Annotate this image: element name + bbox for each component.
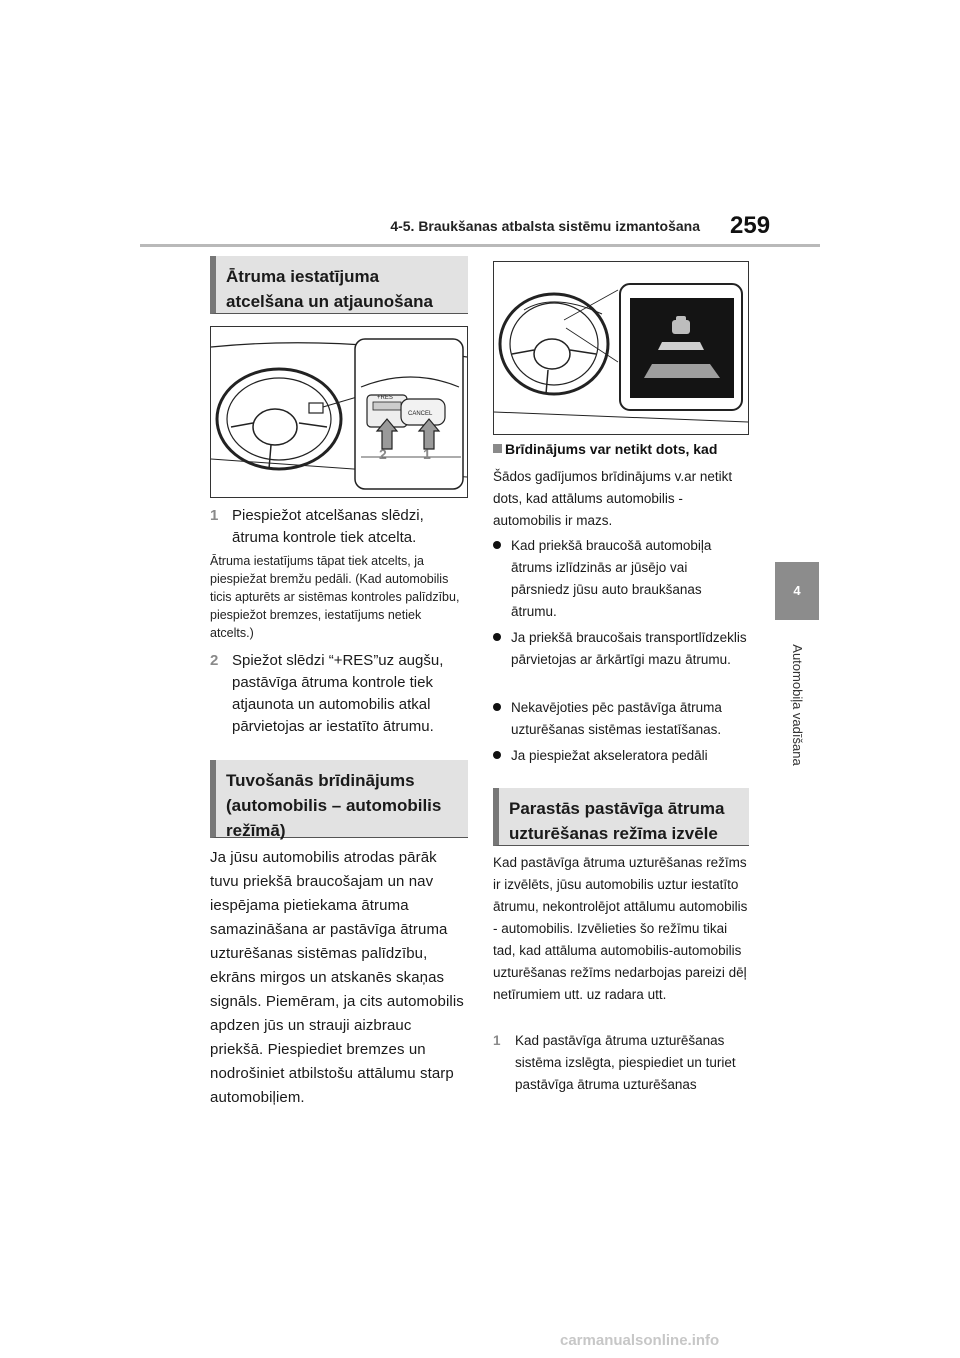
approach-warning-paragraph: Ja jūsu automobilis atrodas pārāk tuvu priekšā braucošajam un nav iespējama pietiekama ātruma samazināšana ar pastāvīga ātruma uzturēšanas sistēmas palīdzību, ekrāns mirgos un atskanēs skaņas signāls. Piemēram, ja cits automobilis apdzen jūs un strauji aizbrauc priekšā. Piespiediet bremzes un nodrošiniet atbilstošu attālumu starp automobiļiem. <box>210 849 464 1106</box>
header-rule <box>140 244 820 247</box>
step-text: Spiežot slēdzi “+RES”uz augšu, pastāvīga ātruma kontrole tiek atjaunota un automobilis atkal pārvietojas ar iestatīto ātrumu. <box>232 652 444 735</box>
step-number: 1 <box>493 1033 501 1048</box>
section-title-approach-warning: Tuvošanās brīdinājums (automobilis – automobilis režīmā) <box>210 760 468 838</box>
bullet-dot-icon <box>493 703 501 711</box>
chapter-tab-label: Automobiļa vadīšana <box>790 644 805 766</box>
callout-2: 2 <box>379 446 387 462</box>
button-label-cancel: CANCEL <box>408 411 433 417</box>
subhead-text: Brīdinājums var netikt dots, kad <box>505 441 718 457</box>
step-number: 2 <box>210 652 219 669</box>
step-2-resume <box>210 650 468 738</box>
section-title-normal-cruise: Parastās pastāvīga ātruma uzturēšanas režīma izvēle <box>493 788 749 846</box>
bullet-item: Kad priekšā braucošā automobiļa ātrums izlīdzinās ar jūsējo vai pārsniedz jūsu auto braukšanas ātrumu. <box>493 535 749 623</box>
square-bullet-icon <box>493 444 502 453</box>
bullet-dot-icon <box>493 541 501 549</box>
section-title-cancel-resume: Ātruma iestatījuma atcelšana un atjaunošana <box>210 256 468 314</box>
figure-steering-wheel-switches <box>210 326 468 498</box>
bullet-dot-icon <box>493 751 501 759</box>
subhead-warning-may-not-occur <box>493 441 749 457</box>
callout-1: 1 <box>423 446 431 462</box>
step-text: Kad pastāvīga ātruma uzturēšanas sistēma izslēgta, piespiediet un turiet pastāvīga ātruma uzturēšanas <box>515 1033 736 1092</box>
chapter-tab: 4 <box>775 562 819 620</box>
step-number: 1 <box>210 507 219 524</box>
button-label-res: +RES <box>377 395 393 401</box>
note-brake-cancel: Ātruma iestatījums tāpat tiek atcelts, ja piespiežat bremžu pedāli. (Kad automobilis ticis apturēts ar sistēmas kontroles palīdzību, piespiežot bremzes, iestatījums netiek atcelts.) <box>210 554 460 640</box>
page-number: 259 <box>730 212 771 239</box>
bullet-dot-icon <box>493 633 501 641</box>
figure-meter-display <box>493 261 749 435</box>
step-text: Piespiežot atcelšanas slēdzi, ātruma kontrole tiek atcelta. <box>232 507 424 546</box>
bullet-item: Ja piespiežat akseleratora pedāli <box>493 745 749 767</box>
bullet-item: Ja priekšā braucošais transportlīdzeklis pārvietojas ar ārkārtīgi mazu ātrumu. <box>493 627 749 671</box>
step-1-cancel <box>210 505 468 549</box>
warning-intro-paragraph: Šādos gadījumos brīdinājums v.ar netikt dots, kad attālums automobilis - automobilis ir mazs. <box>493 469 733 528</box>
running-header-title: 4-5. Braukšanas atbalsta sistēmu izmantošana <box>390 218 700 234</box>
step-1-normal-cruise <box>493 1030 749 1096</box>
bullet-item: Nekavējoties pēc pastāvīga ātruma uzturēšanas sistēmas iestatīšanas. <box>493 697 749 741</box>
watermark: carmanualsonline.info <box>560 1332 720 1349</box>
normal-cruise-paragraph: Kad pastāvīga ātruma uzturēšanas režīms ir izvēlēts, jūsu automobilis uztur iestatīto ātrumu, nekontrolējot attālumu automobilis - automobilis. Izvēlieties šo režīmu tikai tad, kad attāluma automobilis-automobilis uzturēšanas režīms nedarbojas pareizi dēļ netīrumiem utt. uz radara utt. <box>493 855 748 1002</box>
